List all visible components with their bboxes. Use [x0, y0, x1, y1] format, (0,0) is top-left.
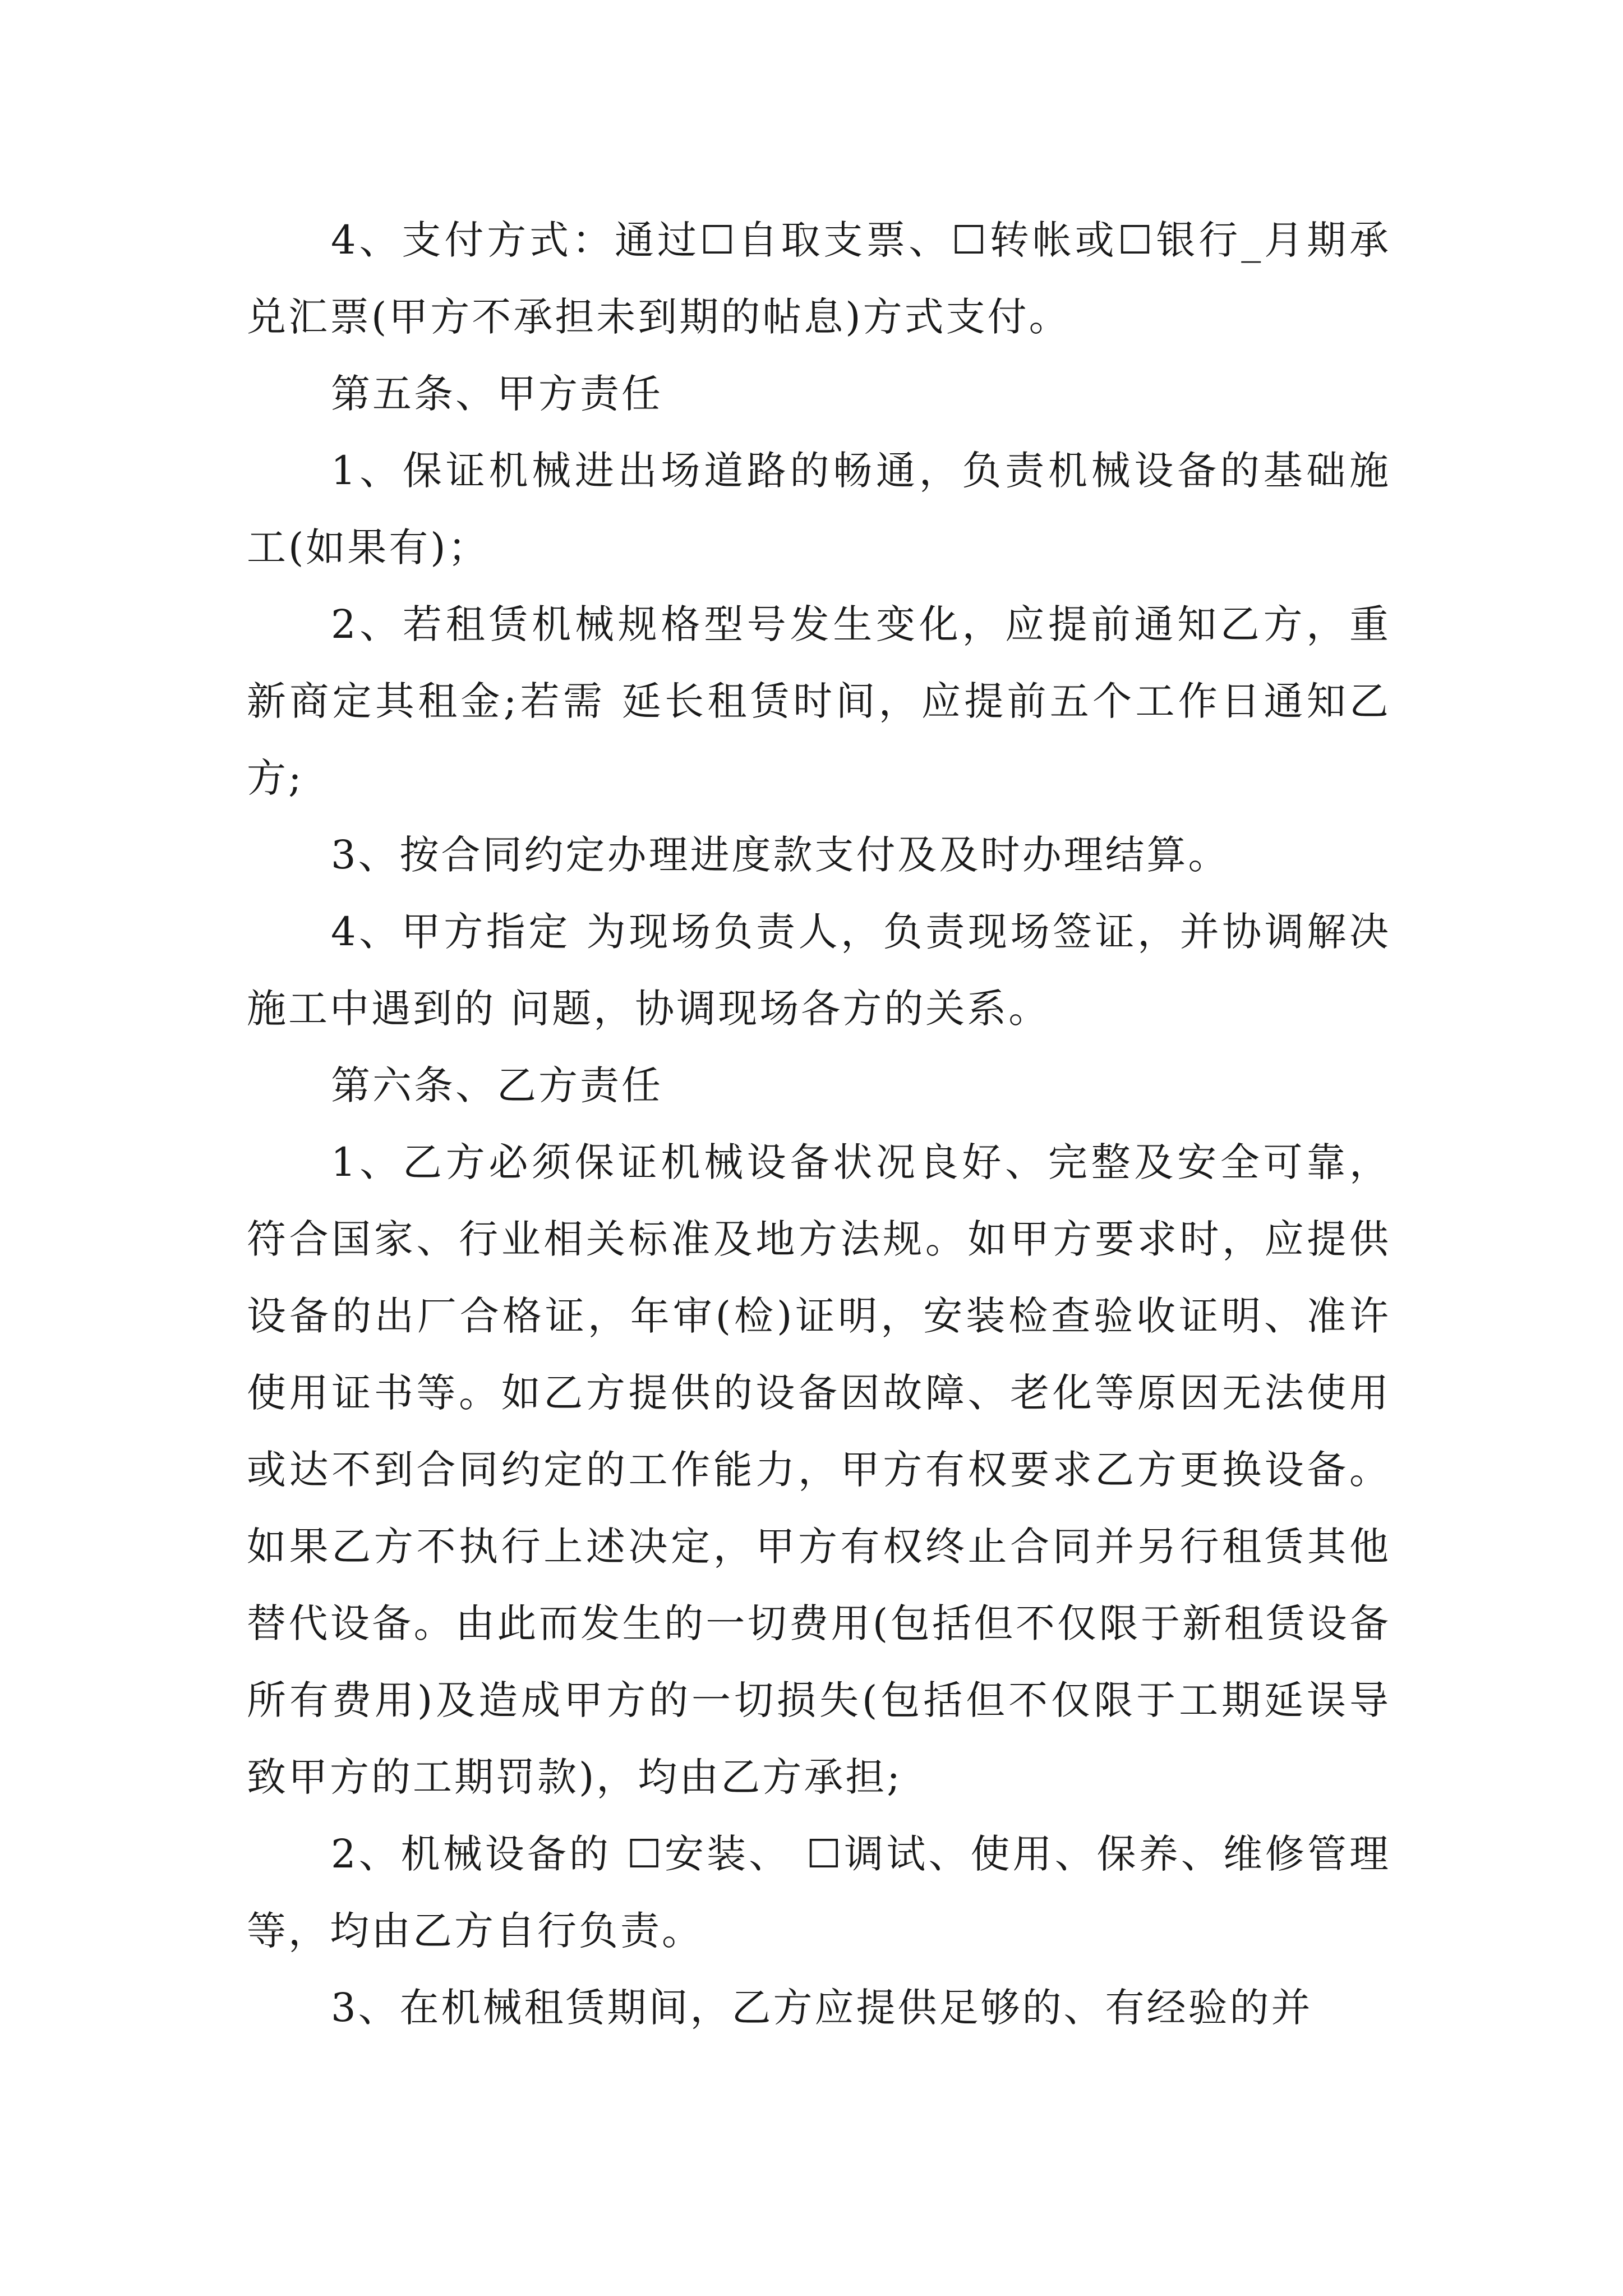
document-body	[247, 202, 1391, 2046]
party-a-duty-1: 1、保证机械进出场道路的畅通，负责机械设备的基础施工(如果有)；	[247, 448, 1391, 570]
article-five-heading: 第五条、甲方责任	[331, 371, 663, 417]
party-b-duty-1: 1、乙方必须保证机械设备状况良好、完整及安全可靠，符合国家、行业相关标准及地方法规。如甲方要求时，应提供设备的出厂合格证，年审(检)证明，安装检查验收证明、准许使用证书等。如乙方提供的设备因故障、老化等原因无法使用或达不到合同约定的工作能力，甲方有权要求乙方更换设备。如果乙方不执行上述决定，甲方有权终止合同并另行租赁其他替代设备。由此而发生的一切费用(包括但不仅限于新租赁设备所有费用)及造成甲方的一切损失(包括但不仅限于工期延误导致甲方的工期罚款)，均由乙方承担;	[247, 1139, 1391, 1800]
party-b-duty-3: 3、在机械租赁期间，乙方应提供足够的、有经验的并	[331, 1985, 1313, 2031]
party-a-duty-2: 2、若租赁机械规格型号发生变化，应提前通知乙方，重新商定其租金;若需 延长租赁时间，应提前五个工作日通知乙方;	[247, 601, 1391, 801]
party-a-duty-4: 4、甲方指定 为现场负责人，负责现场签证，并协调解决施工中遇到的 问题，协调现场各方的关系。	[247, 909, 1391, 1032]
party-b-duty-2: 2、机械设备的 ☐安装、 ☐调试、使用、保养、维修管理等，均由乙方自行负责。	[247, 1831, 1391, 1954]
payment-method-paragraph: 4、支付方式：通过☐自取支票、☐转帐或☐银行_月期承兑汇票(甲方不承担未到期的帖息)方式支付。	[247, 217, 1391, 340]
party-a-duty-3: 3、按合同约定办理进度款支付及及时办理结算。	[331, 832, 1230, 878]
article-six-heading: 第六条、乙方责任	[331, 1062, 663, 1108]
